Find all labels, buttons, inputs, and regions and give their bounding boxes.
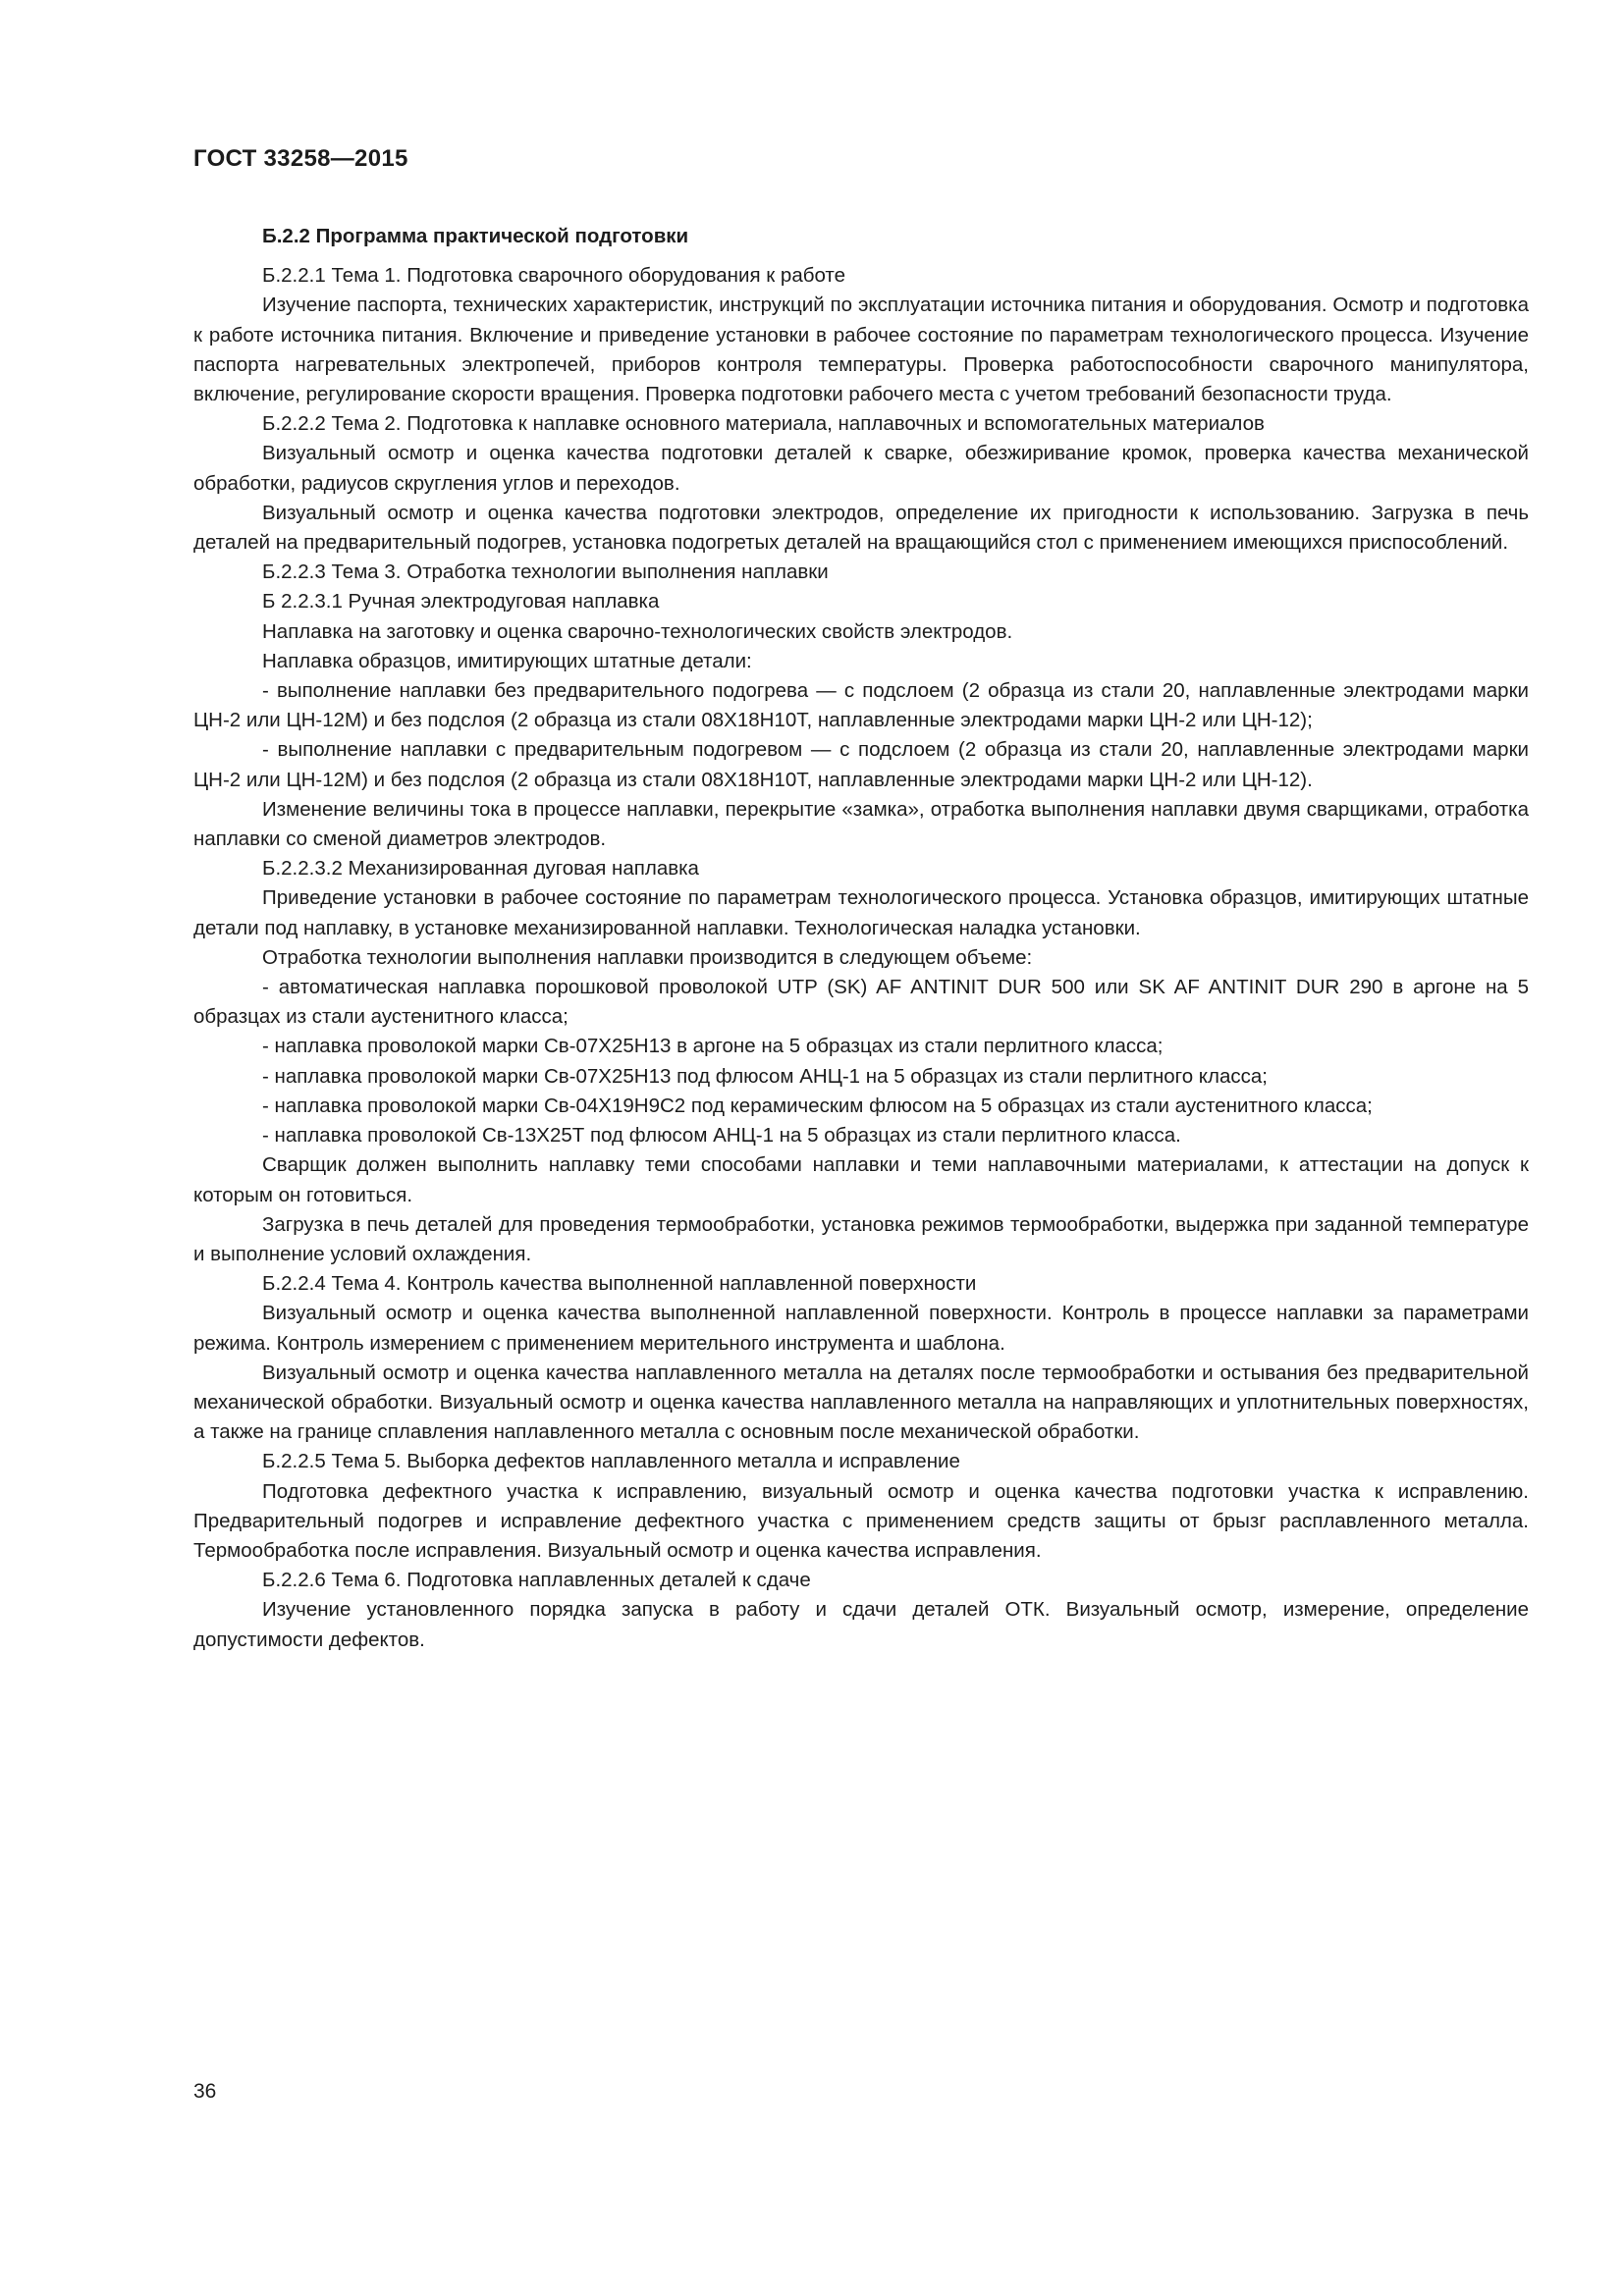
paragraph: Визуальный осмотр и оценка качества подготовки электродов, определение их пригодности к использованию. Загрузка в печь деталей на предварительный подогрев, установка подогретых деталей на вращающийся стол с применением имеющихся приспособлений. bbox=[193, 501, 1529, 555]
list-item: - выполнение наплавки без предварительного подогрева — с подслоем (2 образца из стали 20, наплавленные электродами марки ЦН-2 или ЦН-12М) и без подслоя (2 образца из стали 08Х18Н10Т, наплавленные электродами марки ЦН-2 или ЦН-12); bbox=[193, 679, 1529, 732]
page-number: 36 bbox=[193, 2080, 217, 2103]
paragraph: Изменение величины тока в процессе наплавки, перекрытие «замка», отработка выполнения наплавки двумя сварщиками, отработка наплавки со сменой диаметров электродов. bbox=[193, 797, 1529, 851]
paragraph-subtopic: Б 2.2.3.1 Ручная электродуговая наплавка bbox=[262, 590, 660, 614]
paragraph-topic-2: Б.2.2.2 Тема 2. Подготовка к наплавке основного материала, наплавочных и вспомогательных материалов bbox=[262, 412, 1265, 436]
paragraph-subtopic: Б.2.2.3.2 Механизированная дуговая наплавка bbox=[262, 857, 699, 881]
paragraph-topic-6: Б.2.2.6 Тема 6. Подготовка наплавленных деталей к сдаче bbox=[262, 1569, 811, 1592]
list-item: - наплавка проволокой марки Св-04Х19Н9С2 под керамическим флюсом на 5 образцах из стали аустенитного класса; bbox=[262, 1094, 1373, 1117]
paragraph: Изучение установленного порядка запуска в работу и сдачи деталей ОТК. Визуальный осмотр, измерение, определение допустимости дефектов. bbox=[193, 1598, 1529, 1651]
paragraph-topic-5: Б.2.2.5 Тема 5. Выборка дефектов наплавленного металла и исправление bbox=[262, 1450, 960, 1473]
list-item: - автоматическая наплавка порошковой проволокой UTP (SK) AF ANTINIT DUR 500 или SK AF ANTINIT DUR 290 в аргоне на 5 образцах из стали аустенитного класса; bbox=[193, 976, 1529, 1029]
list-item: - наплавка проволокой Св-13Х25Т под флюсом АНЦ-1 на 5 образцах из стали перлитного класса. bbox=[262, 1124, 1181, 1148]
paragraph: Наплавка образцов, имитирующих штатные детали: bbox=[262, 649, 752, 672]
document-body bbox=[193, 222, 1529, 1655]
list-item: - наплавка проволокой марки Св-07Х25Н13 под флюсом АНЦ-1 на 5 образцах из стали перлитного класса; bbox=[262, 1064, 1268, 1088]
paragraph-topic-3: Б.2.2.3 Тема 3. Отработка технологии выполнения наплавки bbox=[262, 561, 829, 584]
paragraph: Наплавка на заготовку и оценка сварочно-технологических свойств электродов. bbox=[262, 619, 1013, 643]
paragraph: Приведение установки в рабочее состояние по параметрам технологического процесса. Установка образцов, имитирующих штатные детали под наплавку, в установке механизированной наплавки. Технологическая наладка установки. bbox=[193, 886, 1529, 939]
list-item: - выполнение наплавки с предварительным подогревом — с подслоем (2 образца из стали 20, наплавленные электродами марки ЦН-2 или ЦН-12М) и без подслоя (2 образца из стали 08Х18Н10Т, наплавленные электродами марки ЦН-2 или ЦН-12). bbox=[193, 738, 1529, 791]
paragraph: Визуальный осмотр и оценка качества подготовки деталей к сварке, обезжиривание кромок, проверка качества механической обработки, радиусов скругления углов и переходов. bbox=[193, 442, 1529, 495]
paragraph: Подготовка дефектного участка к исправлению, визуальный осмотр и оценка качества подготовки участка к исправлению. Предварительный подогрев и исправление дефектного участка с применением средств защиты от брызг расплавленного металла. Термообработка после исправления. Визуальный осмотр и оценка качества исправления. bbox=[193, 1479, 1529, 1562]
paragraph-topic-1: Б.2.2.1 Тема 1. Подготовка сварочного оборудования к работе bbox=[262, 264, 845, 288]
document-id-header: ГОСТ 33258—2015 bbox=[193, 145, 408, 172]
paragraph: Загрузка в печь деталей для проведения термообработки, установка режимов термообработки, выдержка при заданной температуре и выполнение условий охлаждения. bbox=[193, 1212, 1529, 1265]
section-title: Б.2.2 Программа практической подготовки bbox=[262, 225, 689, 247]
paragraph: Отработка технологии выполнения наплавки производится в следующем объеме: bbox=[262, 945, 1033, 969]
paragraph: Изучение паспорта, технических характеристик, инструкций по эксплуатации источника питания и оборудования. Осмотр и подготовка к работе источника питания. Включение и приведение установки в рабочее состояние по параметрам технологического процесса. Изучение паспорта нагревательных электропечей, приборов контроля температуры. Проверка работоспособности сварочного манипулятора, включение, регулирование скорости вращения. Проверка подготовки рабочего места с учетом требований безопасности труда. bbox=[193, 294, 1529, 406]
paragraph: Визуальный осмотр и оценка качества наплавленного металла на деталях после термообработки и остывания без предварительной механической обработки. Визуальный осмотр и оценка качества наплавленного металла на направляющих и уплотнительных поверхностях, а также на границе сплавления наплавленного металла с основным после механической обработки. bbox=[193, 1361, 1529, 1444]
list-item: - наплавка проволокой марки Св-07Х25Н13 в аргоне на 5 образцах из стали перлитного класса; bbox=[262, 1035, 1164, 1058]
paragraph: Сварщик должен выполнить наплавку теми способами наплавки и теми наплавочными материалами, к аттестации на допуск к которым он готовиться. bbox=[193, 1153, 1529, 1206]
paragraph: Визуальный осмотр и оценка качества выполненной наплавленной поверхности. Контроль в процессе наплавки за параметрами режима. Контроль измерением с применением мерительного инструмента и шаблона. bbox=[193, 1302, 1529, 1355]
paragraph-topic-4: Б.2.2.4 Тема 4. Контроль качества выполненной наплавленной поверхности bbox=[262, 1272, 977, 1296]
